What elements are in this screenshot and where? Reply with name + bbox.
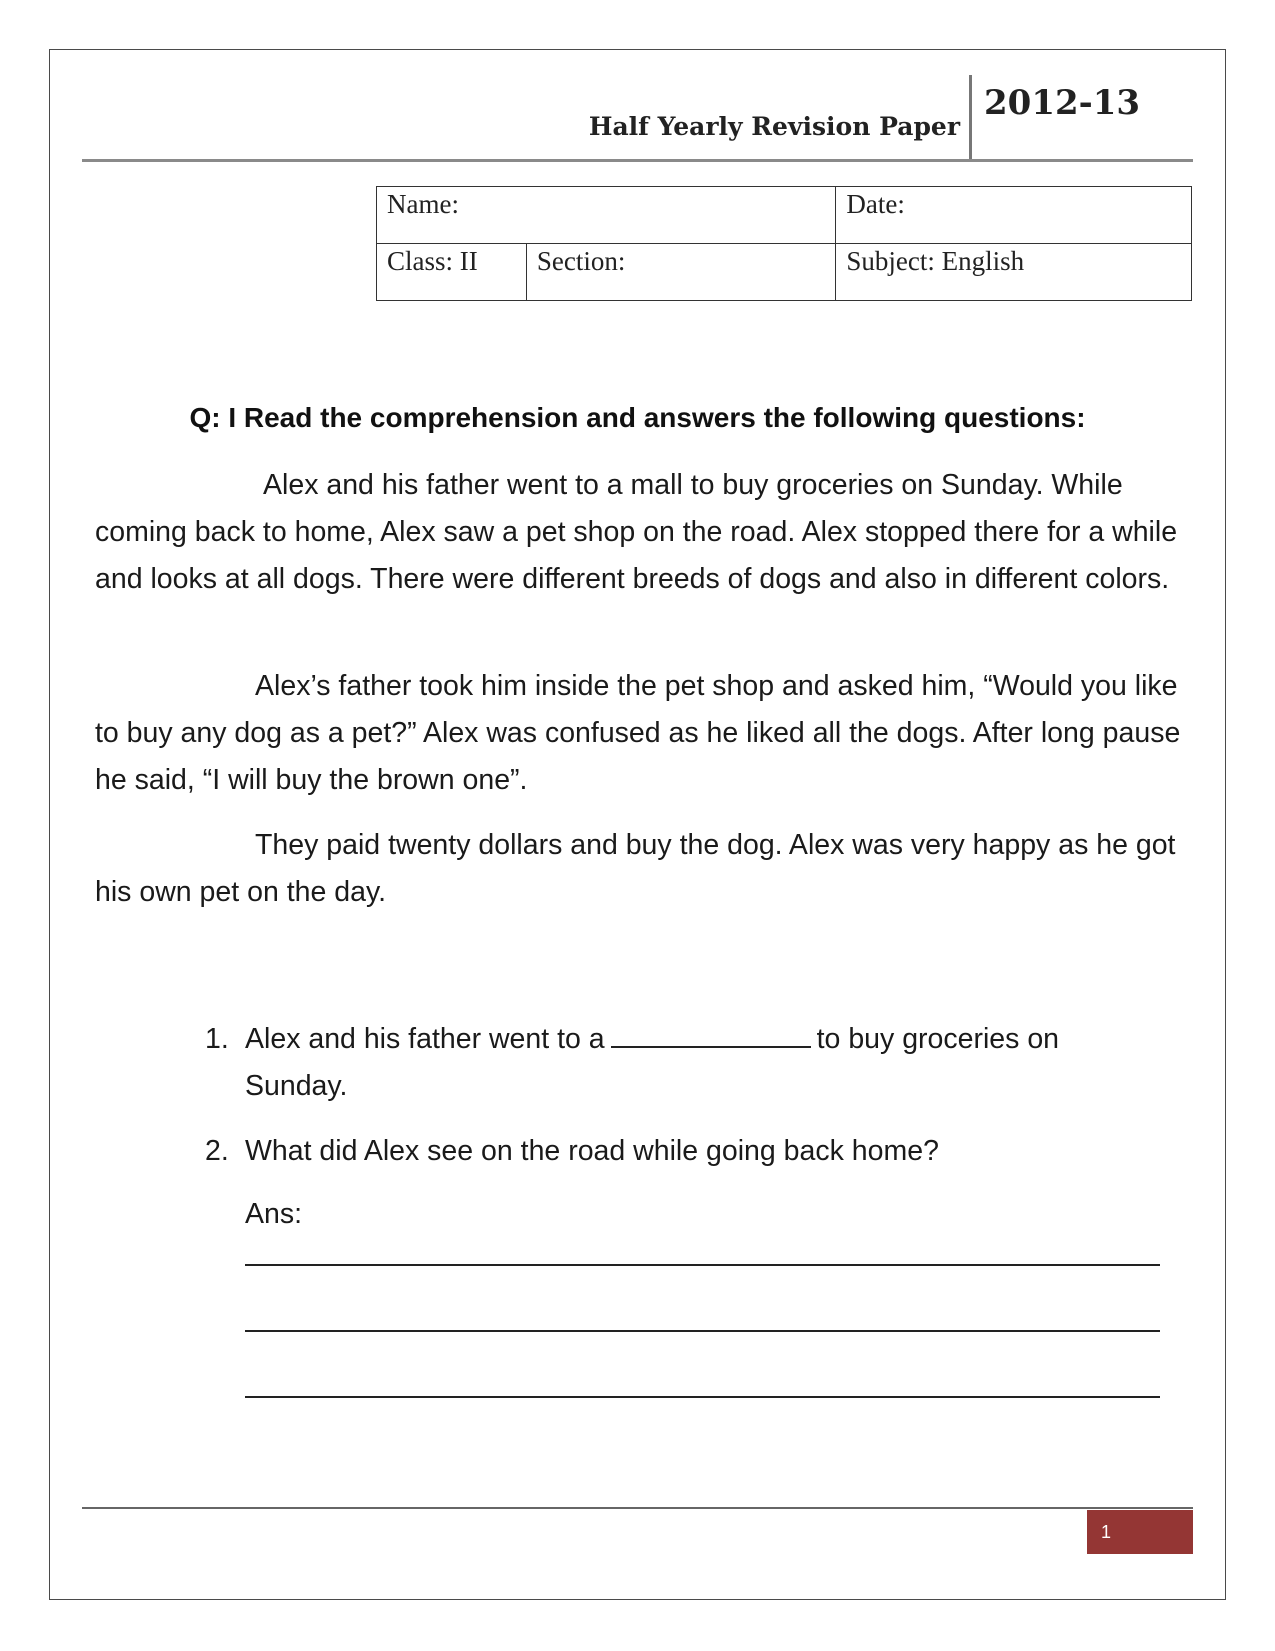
footer-divider [82, 1507, 1193, 1509]
question-list [205, 1016, 1165, 1175]
question-item [205, 1016, 1165, 1110]
answer-line[interactable] [245, 1396, 1160, 1398]
answer-line[interactable] [245, 1264, 1160, 1266]
comprehension-paragraph-1: Alex and his father went to a mall to buy groceries on Sunday. While coming back to home, Alex saw a pet shop on the road. Alex stopped there for a while and looks at all dogs. There were different breeds of dogs and also in different colors. [95, 469, 1178, 595]
section-field[interactable]: Section: [526, 244, 835, 301]
header-divider-vertical [969, 75, 972, 159]
question-heading: Q: I Read the comprehension and answers the following questions: [189, 402, 1086, 433]
answer-label: Ans: [245, 1198, 303, 1230]
question-number: 1. [205, 1023, 229, 1055]
question-text: What did Alex see on the road while going back home? [245, 1135, 939, 1167]
question-text [245, 1016, 1165, 1110]
name-field[interactable]: Name: [377, 187, 836, 244]
student-info-table [376, 186, 1192, 301]
fill-in-blank[interactable] [611, 1020, 811, 1048]
question-item [205, 1128, 1165, 1175]
question-text-before-blank: Alex and his father went to a [245, 1023, 605, 1055]
subject-field: Subject: English [836, 244, 1192, 301]
paper-year: 2012-13 [984, 83, 1141, 123]
answer-line[interactable] [245, 1330, 1160, 1332]
comprehension-paragraph-2: Alex’s father took him inside the pet shop and asked him, “Would you like to buy any dog as a pet?” Alex was confused as he liked all the dogs. After long pause he said, “I will buy the brown one”. [95, 670, 1181, 796]
page-number-badge: 1 [1087, 1510, 1193, 1554]
class-field: Class: II [377, 244, 527, 301]
date-field[interactable]: Date: [836, 187, 1192, 244]
question-text-after-blank: to buy groceries on Sunday. [245, 1023, 1060, 1102]
paper-title: Half Yearly Revision Paper [588, 112, 960, 141]
header-divider-horizontal [82, 159, 1193, 162]
comprehension-paragraph-3: They paid twenty dollars and buy the dog. Alex was very happy as he got his own pet on the day. [95, 829, 1176, 908]
question-number: 2. [205, 1135, 229, 1167]
